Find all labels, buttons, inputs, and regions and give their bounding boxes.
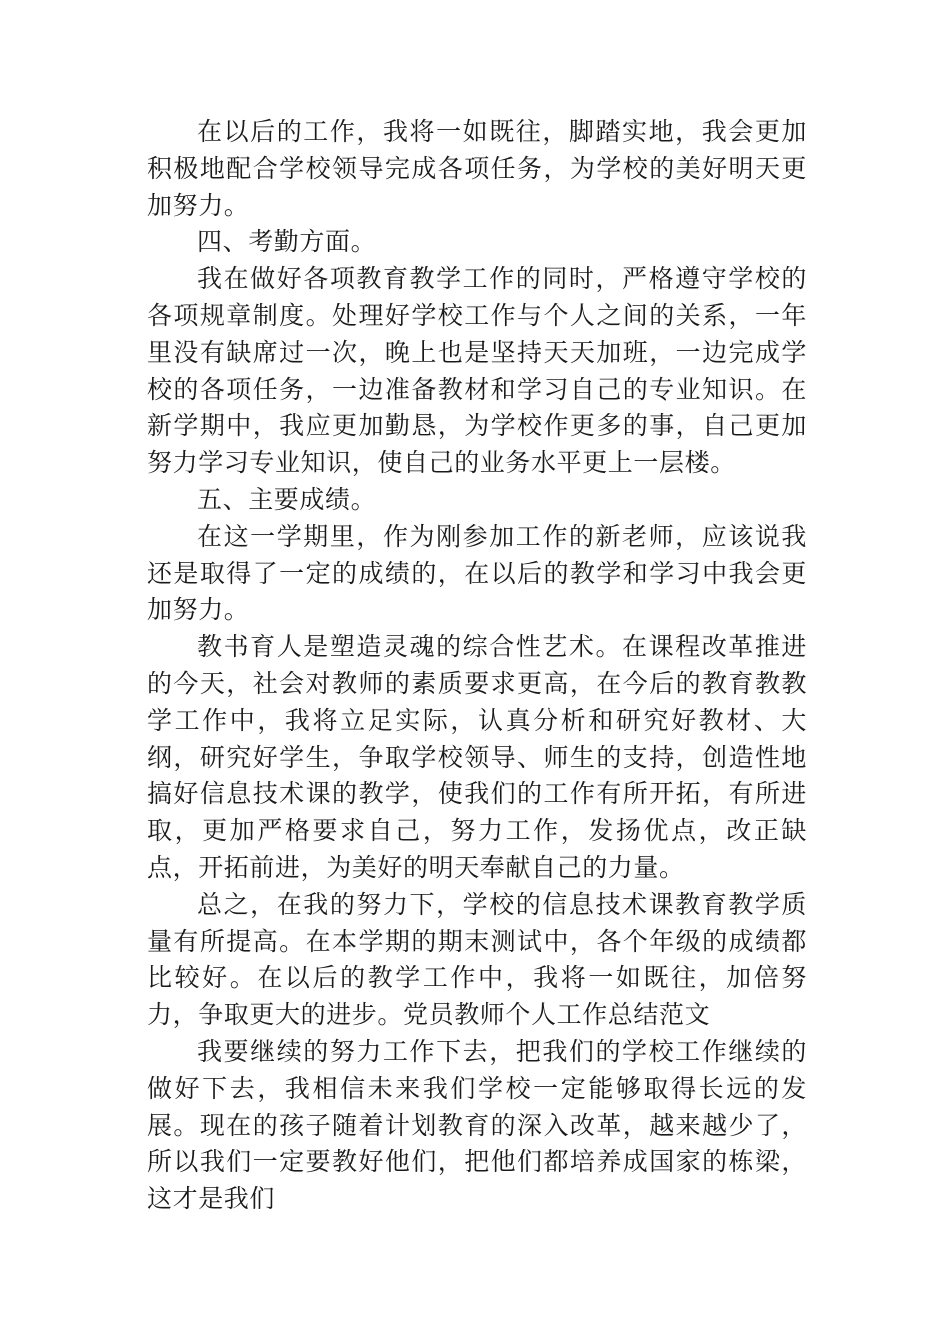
paragraph: 我在做好各项教育教学工作的同时，严格遵守学校的各项规章制度。处理好学校工作与个人之间的关系，一年里没有缺席过一次，晚上也是坚持天天加班，一边完成学校的各项任务，一边准备教材和学习自己的专业知识。在新学期中，我应更加勤恳，为学校作更多的事，自己更加努力学习专业知识，使自己的业务水平更上一层楼。	[147, 264, 807, 478]
paragraph: 在这一学期里，作为刚参加工作的新老师，应该说我还是取得了一定的成绩的，在以后的教学和学习中我会更加努力。	[147, 521, 807, 625]
section-heading-attendance: 四、考勤方面。	[197, 227, 377, 257]
document-body	[147, 114, 807, 1218]
paragraph: 教书育人是塑造灵魂的综合性艺术。在课程改革推进的今天，社会对教师的素质要求更高，在今后的教育教教学工作中，我将立足实际，认真分析和研究好教材、大纲，研究好学生，争取学校领导、师生的支持，创造性地搞好信息技术课的教学，使我们的工作有所开拓，有所进取，更加严格要求自己，努力工作，发扬优点，改正缺点，开拓前进，为美好的明天奉献自己的力量。	[147, 632, 807, 882]
paragraph: 我要继续的努力工作下去，把我们的学校工作继续的做好下去，我相信未来我们学校一定能够取得长远的发展。现在的孩子随着计划教育的深入改革，越来越少了，所以我们一定要教好他们，把他们都培养成国家的栋梁，这才是我们	[147, 1036, 807, 1214]
section-heading-achievements: 五、主要成绩。	[197, 484, 377, 514]
paragraph: 总之，在我的努力下，学校的信息技术课教育教学质量有所提高。在本学期的期末测试中，各个年级的成绩都比较好。在以后的教学工作中，我将一如既往，加倍努力，争取更大的进步。党员教师个人工作总结范文	[147, 889, 807, 1030]
paragraph: 在以后的工作，我将一如既往，脚踏实地，我会更加积极地配合学校领导完成各项任务，为学校的美好明天更加努力。	[147, 117, 807, 220]
